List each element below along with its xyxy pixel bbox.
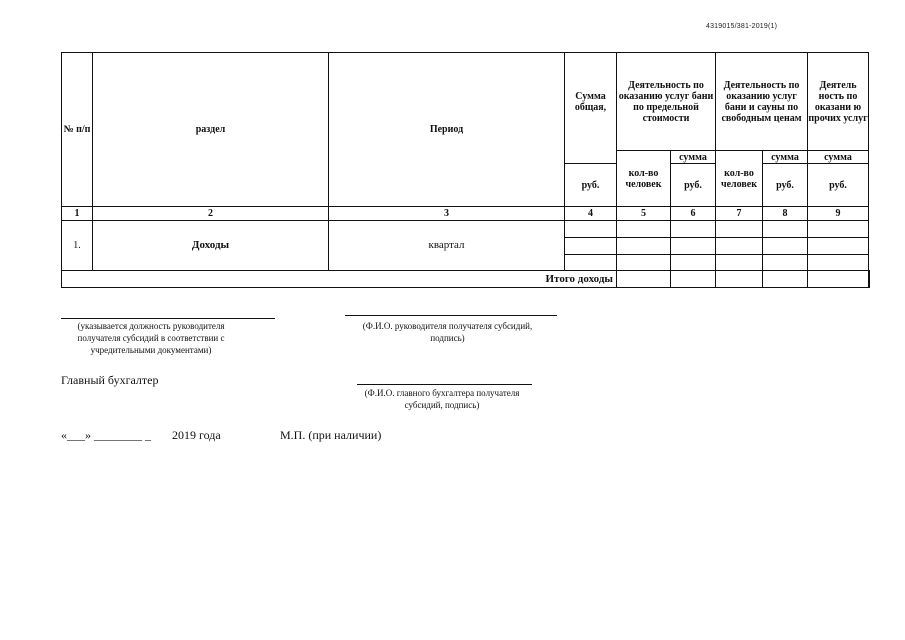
cell	[808, 238, 869, 255]
col-number-9: 9	[808, 207, 869, 221]
header-rub-3: руб.	[808, 164, 869, 207]
cell	[565, 238, 617, 255]
col-number-7: 7	[716, 207, 763, 221]
row-1-num: 1.	[62, 221, 93, 271]
col-number-6: 6	[671, 207, 716, 221]
chief-accountant-line	[357, 384, 532, 385]
stamp-note: М.П. (при наличии)	[280, 428, 382, 442]
row-1-period: квартал	[329, 221, 565, 271]
col-number-4: 4	[565, 207, 617, 221]
date-year: 2019 года	[172, 428, 221, 442]
header-activity-3: Деятель ность по оказани ю прочих услуг	[808, 53, 869, 151]
header-num: № п/п	[62, 53, 93, 207]
header-rub-obshaya: руб.	[565, 164, 617, 207]
cell	[671, 271, 716, 288]
document-number: 4319015/381-2019(1)	[706, 23, 778, 30]
head-position-caption: (указывается должность руководителя получателя субсидий в соответствии с учредительными документами)	[77, 321, 225, 355]
cell	[716, 221, 763, 238]
header-rub-1: руб.	[671, 164, 716, 207]
cell	[763, 238, 808, 255]
cell	[716, 271, 763, 288]
header-kolvo-2: кол-во человек	[716, 151, 763, 207]
cell	[617, 238, 671, 255]
cell	[565, 255, 617, 271]
header-rub-2: руб.	[763, 164, 808, 207]
head-fio-line	[345, 315, 557, 316]
cell	[808, 221, 869, 238]
cell	[716, 255, 763, 271]
cell	[763, 271, 808, 288]
cell	[808, 271, 869, 288]
cell	[617, 221, 671, 238]
col-number-3: 3	[329, 207, 565, 221]
header-summa-2: сумма	[763, 151, 808, 164]
header-kolvo-1: кол-во человек	[617, 151, 671, 207]
header-summa-1: сумма	[671, 151, 716, 164]
cell	[617, 271, 671, 288]
cell	[716, 238, 763, 255]
cell	[671, 255, 716, 271]
date-blank: «___» ________ _	[61, 428, 151, 442]
header-activity-2: Деятельность по оказанию услуг бани и сауны по свободным ценам	[716, 53, 808, 151]
cell	[808, 255, 869, 271]
col-number-5: 5	[617, 207, 671, 221]
header-razdel: раздел	[93, 53, 329, 207]
cell	[671, 238, 716, 255]
row-1-razdel: Доходы	[93, 221, 329, 271]
header-period: Период	[329, 53, 565, 207]
header-summa-obshaya: Сумма общая,	[565, 53, 617, 151]
chief-accountant-label: Главный бухгалтер	[61, 373, 159, 387]
head-position-line	[61, 318, 275, 319]
col-number-1: 1	[62, 207, 93, 221]
cell	[617, 255, 671, 271]
cell	[671, 221, 716, 238]
cell	[763, 255, 808, 271]
cell	[763, 221, 808, 238]
header-activity-1: Деятельность по оказанию услуг бани по предельной стоимости	[617, 53, 716, 151]
cell	[565, 221, 617, 238]
income-form-table	[61, 52, 870, 288]
total-label: Итого доходы	[62, 271, 617, 288]
col-number-2: 2	[93, 207, 329, 221]
cell	[869, 271, 870, 288]
col-number-8: 8	[763, 207, 808, 221]
chief-accountant-caption: (Ф.И.О. главного бухгалтера получателя субсидий, подпись)	[364, 388, 520, 410]
header-summa-3: сумма	[808, 151, 869, 164]
head-fio-caption: (Ф.И.О. руководителя получателя субсидий, подпись)	[362, 321, 533, 343]
